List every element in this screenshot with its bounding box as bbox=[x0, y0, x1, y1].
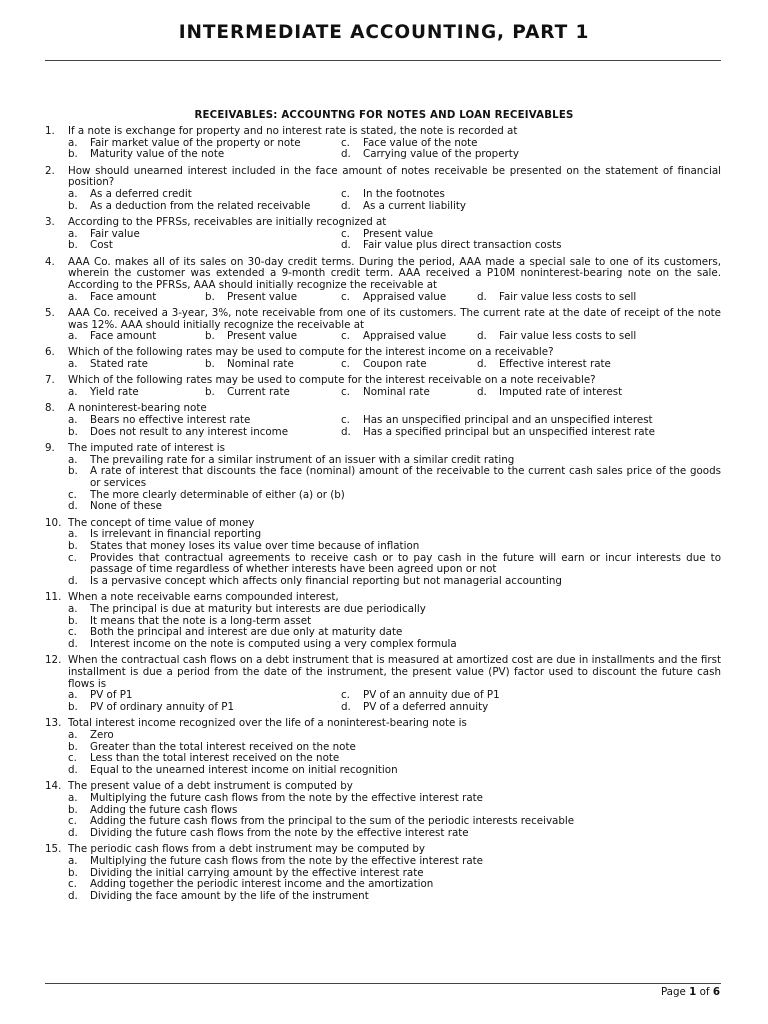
option-d: None of these bbox=[90, 500, 162, 513]
question-stem: AAA Co. makes all of its sales on 30-day credit terms. During the period, AAA made a special sale to one of its customers, wherein the customer was extended a 9-month credit term. AAA received a P10M noninterest-bearing note on the sale. According to the PFRSs, AAA should initially recognize the receivable at bbox=[68, 255, 721, 291]
option-c: Face value of the note bbox=[363, 136, 478, 149]
question-item: 10. The concept of time value of money a. Is irrelevant in financial reporting b. States that money loses its value over time because of inflation c. Provides that contractual agreements to receive cash or to pay cash in the future will earn or incur interests due to passage of time regardless of whether interests have been agreed upon or not d. Is a pervasive concept which affects only financial reporting but not managerial accounting bbox=[45, 516, 721, 588]
option-a: Multiplying the future cash flows from the note by the effective interest rate bbox=[90, 792, 484, 805]
question-item: 9. The imputed rate of interest is a. The prevailing rate for a similar instrument of an issuer with a similar credit rating b. A rate of interest that discounts the face (nominal) amount of the receivable to the current cash sales price of the goods or services c. The more clearly determinable of either (a) or (b) d. None of these bbox=[45, 441, 721, 513]
option-b: As a deduction from the related receivable bbox=[90, 199, 311, 212]
option-a: Is irrelevant in financial reporting bbox=[90, 528, 262, 541]
option-a: The prevailing rate for a similar instrument of an issuer with a similar credit rating bbox=[90, 453, 515, 466]
option-d: PV of a deferred annuity bbox=[363, 701, 489, 714]
option-b: Present value bbox=[227, 330, 298, 343]
question-item: 2. How should unearned interest included in the face amount of notes receivable be presented on the statement of financial position? a. As a deferred credit c. In the footnotes b. As a deduction from the related receivable d. As a current liability bbox=[45, 164, 721, 212]
option-c: PV of an annuity due of P1 bbox=[363, 689, 500, 702]
option-b: Does not result to any interest income bbox=[90, 425, 289, 438]
option-d: Has a specified principal but an unspecified interest rate bbox=[363, 425, 655, 438]
question-number: 1. bbox=[45, 125, 55, 137]
question-number: 8. bbox=[45, 402, 55, 415]
option-d: Carrying value of the property bbox=[363, 148, 519, 161]
question-stem: The imputed rate of interest is bbox=[68, 441, 225, 454]
option-c: Both the principal and interest are due only at maturity date bbox=[90, 626, 403, 639]
question-number: 10. bbox=[45, 516, 62, 529]
question-number: 12. bbox=[45, 654, 62, 667]
question-number: 5. bbox=[45, 306, 55, 319]
page-number: Page 1 of 6 bbox=[660, 986, 720, 998]
option-b: Nominal rate bbox=[227, 358, 294, 371]
option-a: PV of P1 bbox=[90, 689, 133, 702]
option-c: Provides that contractual agreements to receive cash or to pay cash in the future will earn or incur interests due to passage of time regardless of whether interests have been agreed upon or not bbox=[90, 551, 721, 576]
option-b: Present value bbox=[227, 290, 298, 303]
option-a: Multiplying the future cash flows from the note by the effective interest rate bbox=[90, 855, 484, 868]
option-a: Zero bbox=[90, 729, 114, 742]
question-item: 6. Which of the following rates may be used to compute for the interest income on a receivable? a. Stated rate b. Nominal rate c. Coupon rate d. Effective interest rate bbox=[45, 347, 721, 370]
option-a: Bears no effective interest rate bbox=[90, 413, 251, 426]
option-b: Adding the future cash flows bbox=[90, 803, 238, 816]
question-number: 11. bbox=[45, 591, 62, 604]
option-d: Fair value plus direct transaction costs bbox=[363, 239, 562, 252]
question-number: 3. bbox=[45, 215, 55, 228]
option-c: Has an unspecified principal and an unspecified interest bbox=[363, 413, 653, 426]
option-a: Stated rate bbox=[90, 358, 148, 371]
option-c: Present value bbox=[363, 227, 434, 240]
option-a: Yield rate bbox=[90, 386, 139, 399]
option-b: A rate of interest that discounts the face (nominal) amount of the receivable to the current cash sales price of the goods or services bbox=[90, 465, 721, 489]
option-a: As a deferred credit bbox=[90, 188, 192, 201]
option-b: It means that the note is a long-term asset bbox=[90, 614, 312, 627]
option-d: Imputed rate of interest bbox=[499, 386, 623, 399]
question-number: 2. bbox=[45, 164, 55, 177]
question-stem: Total interest income recognized over the life of a noninterest-bearing note is bbox=[68, 717, 467, 730]
question-stem: The concept of time value of money bbox=[68, 516, 255, 529]
option-d: Dividing the future cash flows from the note by the effective interest rate bbox=[90, 827, 469, 840]
option-c: In the footnotes bbox=[363, 188, 445, 201]
option-d: Dividing the face amount by the life of the instrument bbox=[90, 890, 369, 903]
question-list bbox=[45, 126, 721, 907]
question-item: 12. When the contractual cash flows on a debt instrument that is measured at amortized cost are due in installments and the first installment is due a period from the date of the instrument, the present value (PV) factor used to discount the future cash flows is a. PV of P1 c. PV of an annuity due of P1 b. PV of ordinary annuity of P1 d. PV of a deferred annuity bbox=[45, 654, 721, 714]
question-number: 14. bbox=[45, 780, 62, 793]
question-item: 11. When a note receivable earns compounded interest, a. The principal is due at maturity but interests are due periodically b. It means that the note is a long-term asset c. Both the principal and interest are due only at maturity date d. Interest income on the note is computed using a very complex formula bbox=[45, 592, 721, 651]
option-a: Face amount bbox=[90, 290, 157, 303]
option-b: Maturity value of the note bbox=[90, 148, 225, 161]
question-stem: According to the PFRSs, receivables are initially recognized at bbox=[68, 215, 387, 228]
option-a: Fair market value of the property or note bbox=[90, 136, 301, 149]
header-divider bbox=[45, 60, 721, 61]
question-item: 1. If a note is exchange for property and no interest rate is stated, the note is recorded at a. Fair market value of the property or note c. Face value of the note b. Maturity value of the note d. Carrying value of the property bbox=[45, 126, 721, 161]
question-item: 3. According to the PFRSs, receivables are initially recognized at a. Fair value c. Present value b. Cost d. Fair value plus direct transaction costs bbox=[45, 217, 721, 252]
option-d: Effective interest rate bbox=[499, 358, 611, 371]
question-item: 5. AAA Co. received a 3-year, 3%, note receivable from one of its customers. The current rate at the date of receipt of the note was 12%. AAA should initially recognize the receivable at a. Face amount b. Present value c. Appraised value d. Fair value less costs to sell bbox=[45, 306, 721, 343]
option-b: States that money loses its value over time because of inflation bbox=[90, 540, 420, 552]
footer-divider bbox=[45, 983, 721, 984]
option-b: Dividing the initial carrying amount by the effective interest rate bbox=[90, 866, 424, 879]
question-stem: AAA Co. received a 3-year, 3%, note receivable from one of its customers. The current rate at the date of receipt of the note was 12%. AAA should initially recognize the receivable at bbox=[68, 306, 721, 331]
option-b: Cost bbox=[90, 239, 113, 252]
question-number: 7. bbox=[45, 374, 55, 387]
question-item: 15. The periodic cash flows from a debt instrument may be computed by a. Multiplying the future cash flows from the note by the effective interest rate b. Dividing the initial carrying amount by the effective interest rate c. Adding together the periodic interest income and the amortization d. Dividing the face amount by the life of the instrument bbox=[45, 844, 721, 903]
option-b: Greater than the total interest received on the note bbox=[90, 740, 356, 753]
page-title: INTERMEDIATE ACCOUNTING, PART 1 bbox=[178, 22, 590, 43]
question-stem: Which of the following rates may be used to compute for the interest receivable on a note receivable? bbox=[68, 374, 596, 387]
option-d: Equal to the unearned interest income on initial recognition bbox=[90, 764, 398, 777]
option-d: Fair value less costs to sell bbox=[499, 330, 637, 343]
option-b: Current rate bbox=[227, 386, 290, 399]
question-item: 14. The present value of a debt instrument is computed by a. Multiplying the future cash flows from the note by the effective interest rate b. Adding the future cash flows c. Adding the future cash flows from the principal to the sum of the periodic interests receivable d. Dividing the future cash flows from the note by the effective interest rate bbox=[45, 781, 721, 840]
option-b: PV of ordinary annuity of P1 bbox=[90, 701, 235, 714]
question-item: 13. Total interest income recognized over the life of a noninterest-bearing note is a. Zero b. Greater than the total interest received on the note c. Less than the total interest received on the note d. Equal to the unearned interest income on initial recognition bbox=[45, 718, 721, 777]
question-number: 13. bbox=[45, 717, 62, 730]
option-d: As a current liability bbox=[363, 199, 466, 212]
question-stem: If a note is exchange for property and no interest rate is stated, the note is recorded at bbox=[68, 125, 518, 137]
option-d: Interest income on the note is computed using a very complex formula bbox=[90, 638, 457, 651]
option-d: Is a pervasive concept which affects only financial reporting but not managerial accounting bbox=[90, 575, 562, 588]
question-stem: When the contractual cash flows on a debt instrument that is measured at amortized cost are due in installments and the first installment is due a period from the date of the instrument, the present value (PV) factor used to discount the future cash flows is bbox=[68, 654, 721, 690]
question-stem: A noninterest-bearing note bbox=[68, 402, 207, 415]
option-d: Fair value less costs to sell bbox=[499, 290, 637, 303]
question-stem: The periodic cash flows from a debt instrument may be computed by bbox=[68, 843, 426, 856]
question-item: 4. AAA Co. makes all of its sales on 30-day credit terms. During the period, AAA made a special sale to one of its customers, wherein the customer was extended a 9-month credit term. AAA received a P10M noninterest-bearing note on the sale. According to the PFRSs, AAA should initially recognize the receivable at a. Face amount b. Present value c. Appraised value d. Fair value less costs to sell bbox=[45, 255, 721, 303]
question-stem: How should unearned interest included in the face amount of notes receivable be presented on the statement of financial position? bbox=[68, 164, 721, 189]
option-c: Adding together the periodic interest income and the amortization bbox=[90, 878, 434, 891]
question-number: 4. bbox=[45, 255, 55, 268]
option-a: The principal is due at maturity but interests are due periodically bbox=[90, 603, 426, 616]
option-c: The more clearly determinable of either (a) or (b) bbox=[90, 488, 345, 501]
option-a: Face amount bbox=[90, 330, 157, 343]
question-stem: When a note receivable earns compounded interest, bbox=[68, 591, 339, 604]
question-stem: Which of the following rates may be used to compute for the interest income on a receivable? bbox=[68, 346, 554, 359]
question-stem: The present value of a debt instrument is computed by bbox=[68, 780, 353, 793]
option-c: Appraised value bbox=[363, 330, 447, 343]
question-item: 7. Which of the following rates may be used to compute for the interest receivable on a note receivable? a. Yield rate b. Current rate c. Nominal rate d. Imputed rate of interest bbox=[45, 375, 721, 398]
option-c: Adding the future cash flows from the principal to the sum of the periodic interests receivable bbox=[90, 815, 575, 828]
option-c: Appraised value bbox=[363, 290, 447, 303]
section-heading: RECEIVABLES: ACCOUNTNG FOR NOTES AND LOAN RECEIVABLES bbox=[194, 110, 574, 121]
question-item: 8. A noninterest-bearing note a. Bears no effective interest rate c. Has an unspecified principal and an unspecified interest b. Does not result to any interest income d. Has a specified principal but an unspecified interest rate bbox=[45, 403, 721, 438]
option-a: Fair value bbox=[90, 227, 140, 240]
question-number: 15. bbox=[45, 843, 62, 856]
option-c: Coupon rate bbox=[363, 358, 427, 371]
option-c: Less than the total interest received on the note bbox=[90, 752, 340, 765]
option-c: Nominal rate bbox=[363, 386, 430, 399]
question-number: 9. bbox=[45, 441, 55, 454]
question-number: 6. bbox=[45, 346, 55, 359]
